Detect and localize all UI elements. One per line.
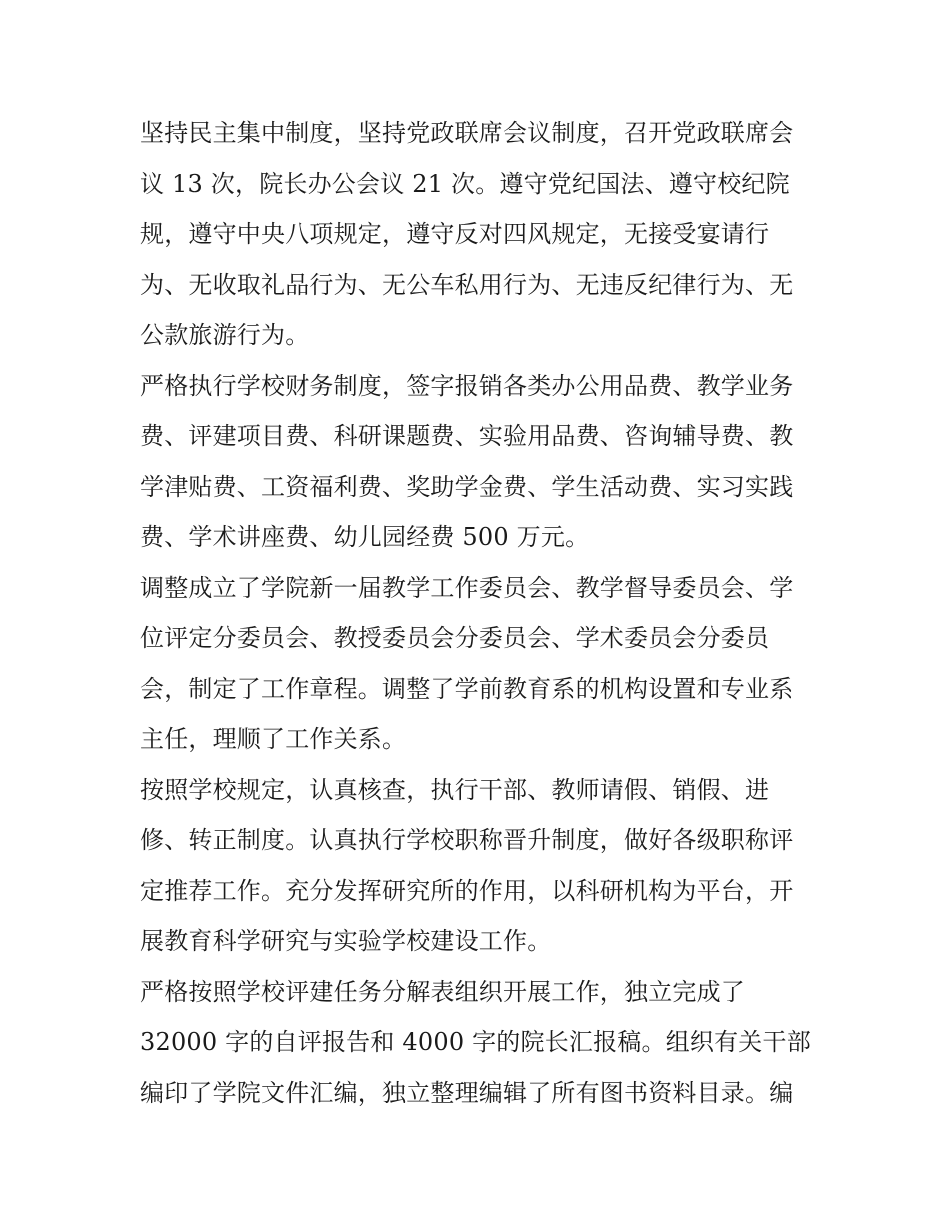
text-line: 严格执行学校财务制度，签字报销各类办公用品费、教学业务 bbox=[140, 371, 794, 400]
text-line: 公款旅游行为。 bbox=[140, 321, 310, 349]
text-line: 规，遵守中央八项规定，遵守反对四风规定，无接受宴请行 bbox=[140, 220, 770, 248]
text-line: 主任，理顺了工作关系。 bbox=[140, 725, 407, 753]
text-line: 议 13 次，院长办公会议 21 次。遵守党纪国法、遵守校纪院 bbox=[140, 169, 790, 198]
text-line: 编印了学院文件汇编，独立整理编辑了所有图书资料目录。编 bbox=[140, 1078, 794, 1107]
text-line: 调整成立了学院新一届教学工作委员会、教学督导委员会、学 bbox=[140, 573, 794, 602]
text-line: 费、评建项目费、科研课题费、实验用品费、咨询辅导费、教 bbox=[140, 422, 794, 450]
document-body bbox=[140, 108, 820, 1118]
text-line: 严格按照学校评建任务分解表组织开展工作，独立完成了 bbox=[140, 977, 745, 1006]
text-line: 学津贴费、工资福利费、奖助学金费、学生活动费、实习实践 bbox=[140, 472, 794, 501]
text-line: 展教育科学研究与实验学校建设工作。 bbox=[140, 927, 552, 955]
text-line: 位评定分委员会、教授委员会分委员会、学术委员会分委员 bbox=[140, 624, 770, 652]
text-line: 坚持民主集中制度，坚持党政联席会议制度，召开党政联席会 bbox=[140, 119, 794, 147]
text-line: 修、转正制度。认真执行学校职称晋升制度，做好各级职称评 bbox=[140, 826, 794, 854]
text-line: 会，制定了工作章程。调整了学前教育系的机构设置和专业系 bbox=[140, 674, 794, 703]
text-line: 按照学校规定，认真核查，执行干部、教师请假、销假、进 bbox=[140, 775, 770, 804]
text-line: 32000 字的自评报告和 4000 字的院长汇报稿。组织有关干部 bbox=[140, 1028, 811, 1056]
text-line: 费、学术讲座费、幼儿园经费 500 万元。 bbox=[140, 523, 590, 551]
text-line: 定推荐工作。充分发挥研究所的作用，以科研机构为平台，开 bbox=[140, 876, 794, 905]
text-line: 为、无收取礼品行为、无公车私用行为、无违反纪律行为、无 bbox=[140, 270, 794, 299]
